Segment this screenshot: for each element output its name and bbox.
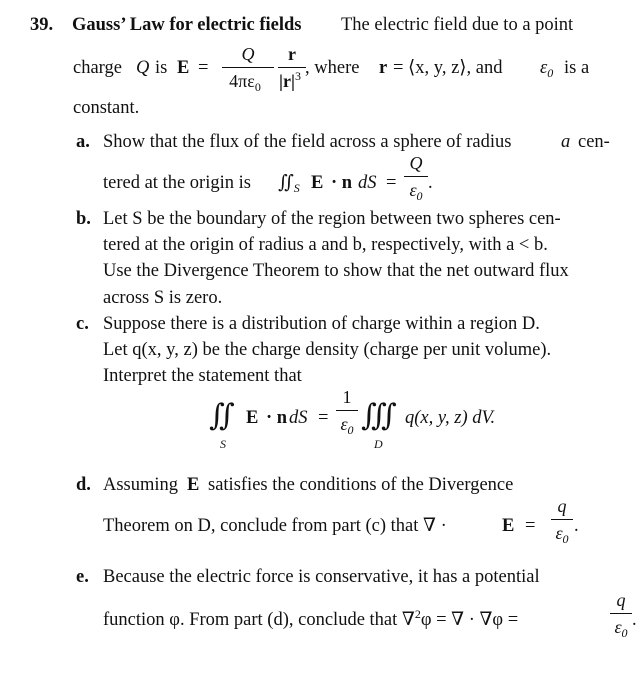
part-e-period: . <box>632 610 637 630</box>
part-a-dot-n: · n <box>331 173 353 193</box>
part-d-line-1b: satisfies the conditions of the Divergence <box>208 475 514 495</box>
part-d-line-2: Theorem on D, conclude from part (c) that ∇ · <box>103 516 447 536</box>
part-a-frac-bar <box>404 176 428 177</box>
part-d-frac-denominator: $\varepsilon_0$ <box>555 523 569 546</box>
part-d-equals: = <box>525 516 536 536</box>
field-frac-denominator: $4\pi\varepsilon_0$ <box>229 71 261 94</box>
r-frac-bar <box>278 67 306 68</box>
part-a-frac-denominator: $\varepsilon_0$ <box>409 180 423 203</box>
part-d-label: d. <box>76 475 91 495</box>
part-b-line-2: tered at the origin of radius a and b, respectively, with a < b. <box>103 235 548 255</box>
part-d-E2: E <box>502 516 515 536</box>
part-b-line-3: Use the Divergence Theorem to show that the net outward flux <box>103 261 569 281</box>
part-a-line-1-end: cen- <box>578 132 610 152</box>
part-c-line-3: Interpret the statement that <box>103 366 302 386</box>
part-b-line-1: Let S be the boundary of the region between two spheres cen- <box>103 209 561 229</box>
r-bold: r <box>379 58 388 78</box>
vector-E: E <box>177 58 190 78</box>
part-c-frac-denominator: $\varepsilon_0$ <box>340 414 354 437</box>
problem-number: 39. <box>30 15 54 35</box>
part-a-period: . <box>428 173 433 193</box>
field-frac-numerator: Q <box>241 44 255 64</box>
part-c-equals: = <box>318 408 329 428</box>
part-e-frac-numerator: q <box>616 590 626 610</box>
part-e-frac-bar <box>610 613 632 614</box>
part-c-double-integral-sub: S <box>220 437 226 451</box>
equals-sign: = <box>198 58 209 78</box>
epsilon-zero: $\varepsilon_0$ <box>540 58 554 80</box>
part-c-triple-integral: ∭ <box>361 399 397 432</box>
part-c-E: E <box>246 408 259 428</box>
part-c-line-2: Let q(x, y, z) be the charge density (charge per unit volume). <box>103 340 552 360</box>
part-b-label: b. <box>76 209 91 229</box>
part-c-line-1: Suppose there is a distribution of charge within a region D. <box>103 314 540 334</box>
intro-line-1: The electric field due to a point <box>341 15 574 35</box>
part-a-label: a. <box>76 132 90 152</box>
part-c-dS: dS <box>289 408 308 428</box>
part-a-dS: dS <box>358 173 377 193</box>
part-e-frac-denominator: $\varepsilon_0$ <box>614 617 628 640</box>
part-a-line-2: tered at the origin is <box>103 173 251 193</box>
part-b-line-4: across S is zero. <box>103 288 223 308</box>
intro-charge-word: charge <box>73 58 122 78</box>
r-definition: = ⟨x, y, z⟩, and <box>393 58 503 78</box>
part-e-label: e. <box>76 567 89 587</box>
intro-is-word: is <box>155 58 168 78</box>
part-a-radius-var: a <box>561 132 571 152</box>
part-e-line-1: Because the electric force is conservative, it has a potential <box>103 567 540 587</box>
part-d-E: E <box>187 475 200 495</box>
part-c-double-integral: ∬ <box>209 399 235 432</box>
r-frac-numerator: r <box>288 44 296 64</box>
problem-title: Gauss’ Law for electric fields <box>72 15 302 35</box>
part-c-triple-integral-sub: D <box>374 437 383 451</box>
part-a-E: E <box>311 173 324 193</box>
part-a-equals: = <box>386 173 397 193</box>
part-d-period: . <box>574 516 579 536</box>
r-frac-denominator: $|r|^3$ <box>279 69 301 91</box>
field-frac-bar <box>222 67 274 68</box>
var-Q: Q <box>136 58 150 78</box>
part-c-dot-n: · n <box>266 408 288 428</box>
intro-constant: constant. <box>73 98 140 118</box>
part-a-frac-numerator: Q <box>409 153 423 173</box>
part-c-integrand: q(x, y, z) dV. <box>405 408 496 428</box>
intro-is-a: is a <box>564 58 590 78</box>
part-d-line-1a: Assuming <box>103 475 179 495</box>
part-e-line-2: function φ. From part (d), conclude that ∇$^2$φ = ∇ · ∇φ = <box>103 607 519 630</box>
part-d-frac-numerator: q <box>557 496 567 516</box>
part-c-frac-numerator: 1 <box>342 387 352 407</box>
intro-where: , where <box>305 58 360 78</box>
part-a-surface-integral: $∬_S$ <box>278 173 300 195</box>
part-a-line-1: Show that the flux of the field across a sphere of radius <box>103 132 512 152</box>
part-c-label: c. <box>76 314 89 334</box>
part-d-frac-bar <box>551 519 573 520</box>
part-c-frac-bar <box>336 410 358 411</box>
